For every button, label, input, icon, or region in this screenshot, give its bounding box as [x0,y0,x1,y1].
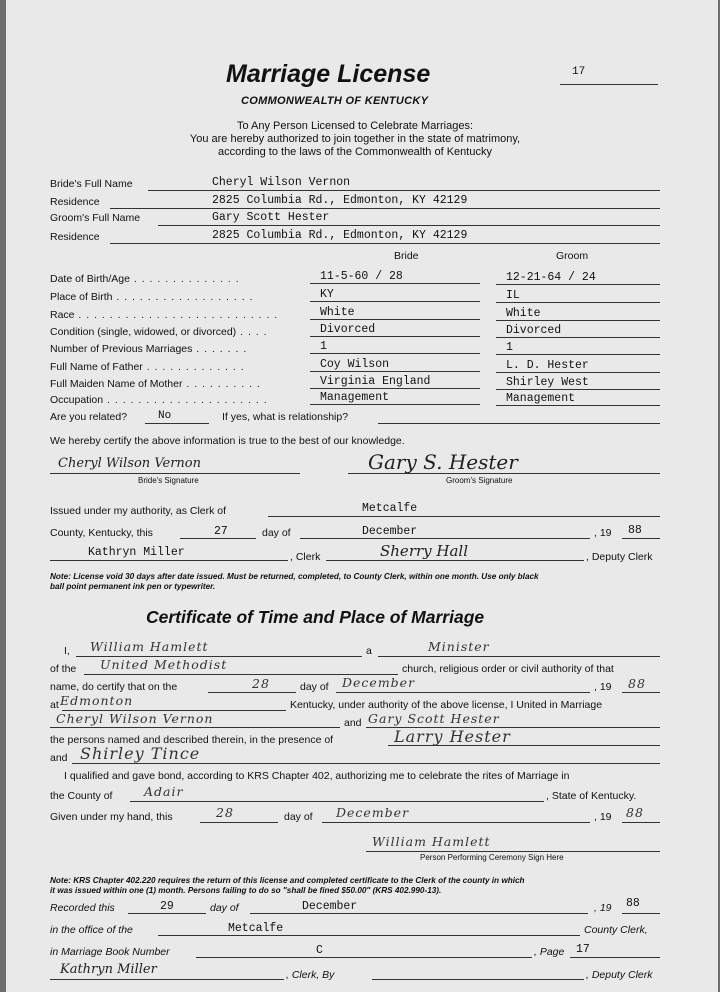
detail-row-label-text: Place of Birth [50,291,113,303]
cert-given-year: 88 [626,805,644,820]
page-line [570,957,660,958]
detail-row-groom-value: 12-21-64 / 24 [506,271,596,284]
office-label: in the office of the [50,924,133,936]
recorded-month: December [302,900,358,913]
detail-row-label-text: Race [50,309,75,321]
license-title: Marriage License [226,60,431,88]
detail-row-groom-line [496,354,660,355]
clerk-line [50,560,288,561]
certify-text: We hereby certify the above information is true to the best of our knowledge. [50,435,405,447]
cert-given-month: December [336,805,410,820]
record-clerk-signature: Kathryn Miller [60,962,157,977]
issued-year-prefix: , 19 [594,527,612,539]
related-value: No [158,410,172,422]
groom-signature-label: Groom's Signature [446,476,513,485]
detail-row-groom-value: Divorced [506,324,562,337]
performer-signature: William Hamlett [372,834,491,849]
clerk-name: Kathryn Miller [88,546,185,559]
detail-row-label-text: Date of Birth/Age [50,273,130,285]
detail-row-dots: . . . . . . . . . . . . . [142,361,245,373]
cert-given-month-line [322,822,590,823]
cert-note-line-1: Note: KRS Chapter 402.220 requires the return of this license and completed certificate to the Clerk of the county in which [50,876,525,885]
detail-row-bride-value: White [320,306,355,319]
cert-at-label: at [50,699,59,711]
cert-year-prefix: , 19 [594,681,612,693]
license-note-line-1: Note: License void 30 days after date issued. Must be returned, completed, to County Clerk, within one month. Use only black [50,572,539,581]
detail-row-label-text: Full Maiden Name of Mother [50,378,183,390]
detail-row-groom-value: White [506,307,541,320]
issued-year: 88 [628,524,642,537]
issued-county-line [268,516,660,517]
groom-residence-value: 2825 Columbia Rd., Edmonton, KY 42129 [212,229,468,242]
cert-day-line [208,692,296,693]
recorded-day-line [128,913,206,914]
detail-row-dots: . . . . . . . [192,343,248,355]
detail-row-label [50,394,268,406]
column-groom: Groom [556,250,589,262]
detail-row-bride-line [310,404,480,405]
detail-row-label [50,361,245,373]
groom-name-line [158,225,660,226]
cert-given-day-of: day of [284,811,313,823]
book-number: C [316,944,323,957]
cert-given-label: Given under my hand, this [50,811,173,823]
detail-row-bride-line [310,371,480,372]
detail-row-bride-line [310,388,480,389]
deputy-line [326,560,584,561]
recorded-day: 29 [160,900,174,913]
detail-row-groom-line [496,405,660,406]
deputy-signature: Sherry Hall [380,542,469,560]
officiant-title-line [378,656,660,657]
groom-name-value: Gary Scott Hester [212,211,330,224]
cert-witness-1: Larry Hester [394,727,511,746]
detail-row-label [50,309,278,321]
cert-persons-text: the persons named and described therein, in the presence of [50,734,334,746]
detail-row-bride-line [310,353,480,354]
bride-residence-value: 2825 Columbia Rd., Edmonton, KY 42129 [212,194,468,207]
relationship-label: If yes, what is relationship? [222,411,349,423]
cert-of-the-label: of the [50,663,77,675]
record-clerk-line [50,979,284,980]
detail-row-label-text: Full Name of Father [50,361,143,373]
record-deputy-label: , Deputy Clerk [586,969,653,981]
detail-row-groom-line [496,284,660,285]
bride-signature: Cheryl Wilson Vernon [58,456,201,471]
cert-kentucky-text: Kentucky, under authority of the above license, I United in Marriage [290,699,603,711]
license-number: 17 [572,66,586,78]
cert-bride: Cheryl Wilson Vernon [56,711,214,726]
detail-row-dots: . . . . . . . . . . . . . . . . . . . . . . . . . . [74,309,279,321]
cert-place: Edmonton [60,693,134,708]
detail-row-label [50,343,247,355]
deputy-label: , Deputy Clerk [586,551,653,563]
license-intro [145,120,565,159]
detail-row-groom-value: IL [506,289,520,302]
issued-day-line [180,538,256,539]
detail-row-dots: . . . . . . . . . . . . . . . . . . . . . [103,394,268,406]
issued-label: Issued under my authority, as Clerk of [50,505,227,517]
detail-row-bride-value: Management [320,391,390,404]
book-line [196,957,532,958]
certificate-title: Certificate of Time and Place of Marriage [146,607,485,627]
detail-row-bride-value: 1 [320,340,327,353]
detail-row-bride-line [310,283,480,284]
bride-name-label: Bride's Full Name [50,178,133,190]
detail-row-groom-value: Management [506,392,576,405]
detail-row-groom-line [496,372,660,373]
license-note-line-2: ball point permanent ink pen or typewriter. [50,582,216,591]
clerk-by-label: , Clerk, By [286,969,335,981]
cert-certify-label: name, do certify that on the [50,681,178,693]
cert-i-label: I, [64,645,70,657]
detail-row-label [50,273,240,285]
cert-bride-line [50,727,340,728]
cert-month-line [336,692,590,693]
intro-line-3: according to the laws of the Commonwealth of Kentucky [218,146,492,158]
clerk-label: , Clerk [290,551,321,563]
column-bride: Bride [394,250,419,262]
cert-a-label: a [366,645,372,657]
detail-row-dots: . . . . . . . . . . . . . . [129,273,240,285]
county-label: County, Kentucky, this [50,527,153,539]
cert-year-line [622,692,660,693]
license-note [50,572,539,592]
groom-signature-line [348,473,660,474]
page-label: , Page [534,946,565,958]
recorded-day-of: day of [210,902,239,914]
intro-line-2: You are hereby authorized to join together in the state of matrimony, [189,133,521,145]
detail-row-label [50,378,261,390]
license-subtitle: COMMONWEALTH OF KENTUCKY [241,95,429,107]
officiant-name: William Hamlett [90,639,209,654]
record-deputy-line [372,979,584,980]
detail-row-label-text: Number of Previous Marriages [50,343,193,355]
cert-note-line-2: it was issued within one (1) month. Persons failing to do so "shall be fined $50.00" (KRS 402.990-13). [50,886,442,895]
detail-row-groom-line [496,337,660,338]
page-number: 17 [576,943,590,956]
cert-given-year-line [622,822,660,823]
recorded-month-line [250,913,588,914]
cert-and-label: and [344,717,362,729]
cert-witness-2: Shirley Tince [80,744,201,763]
bride-signature-label: Bride's Signature [138,476,199,485]
cert-witness-2-line [72,763,660,764]
performer-line [366,851,660,852]
church-suffix: church, religious order or civil authority of that [402,663,614,675]
officiant-title: Minister [428,639,490,654]
detail-row-dots: . . . . [236,326,268,338]
detail-row-bride-line [310,336,480,337]
detail-row-label [50,291,253,303]
detail-row-bride-value: Coy Wilson [320,358,390,371]
cert-and2-label: and [50,752,68,764]
cert-day: 28 [252,676,270,691]
cert-county-of-label: the County of [50,790,113,802]
issued-day-of-label: day of [262,527,291,539]
cert-bond-text: I qualified and gave bond, according to KRS Chapter 402, authorizing me to celebrate the rites of Marriage in [64,770,570,782]
recorded-year: 88 [626,897,640,910]
recorded-label: Recorded this [50,902,115,914]
detail-row-label-text: Condition (single, widowed, or divorced) [50,326,237,338]
cert-given-day-line [200,822,278,823]
license-number-line [560,84,658,85]
detail-row-dots: . . . . . . . . . . [182,378,261,390]
office-county-line [158,935,580,936]
cert-groom: Gary Scott Hester [368,711,500,726]
bride-residence-line [110,208,660,209]
bride-signature-line [50,473,300,474]
cert-year: 88 [628,676,646,691]
issued-county: Metcalfe [362,502,418,515]
county-clerk-label: County Clerk, [584,924,648,936]
cert-given-day: 28 [216,805,234,820]
detail-row-dots: . . . . . . . . . . . . . . . . . . [112,291,254,303]
issued-year-line [622,538,660,539]
cert-given-year-prefix: , 19 [594,811,612,823]
cert-witness-1-line [388,745,660,746]
groom-residence-line [110,243,660,244]
intro-line-1: To Any Person Licensed to Celebrate Marriages: [236,120,474,132]
groom-name-label: Groom's Full Name [50,212,141,224]
detail-row-bride-line [310,301,480,302]
church-name: United Methodist [100,657,228,672]
cert-month: December [342,675,416,690]
cert-day-of-label: day of [300,681,329,693]
bride-residence-label: Residence [50,196,100,208]
detail-row-groom-value: 1 [506,341,513,354]
office-county: Metcalfe [228,922,284,935]
recorded-year-prefix: , 19 [594,902,612,914]
recorded-year-line [622,913,660,914]
issued-month-line [300,538,590,539]
bride-name-line [148,190,660,191]
detail-row-label-text: Occupation [50,394,104,406]
performer-label: Person Performing Ceremony Sign Here [420,853,564,862]
detail-row-groom-line [496,320,660,321]
detail-row-label [50,326,268,338]
cert-county-line [130,801,544,802]
related-label: Are you related? [50,411,128,423]
detail-row-bride-value: KY [320,288,334,301]
bride-name-value: Cheryl Wilson Vernon [212,176,351,189]
related-line [145,423,209,424]
detail-row-bride-value: Virginia England [320,375,431,388]
detail-row-groom-line [496,389,660,390]
issued-month: December [362,525,418,538]
detail-row-groom-line [496,302,660,303]
cert-note [50,876,525,896]
relationship-line [378,423,660,424]
issued-day: 27 [214,525,228,538]
detail-row-groom-value: Shirley West [506,376,589,389]
detail-row-bride-value: Divorced [320,323,376,336]
cert-county: Adair [144,784,184,799]
groom-signature: Gary S. Hester [368,450,518,474]
groom-residence-label: Residence [50,231,100,243]
cert-state-label: , State of Kentucky. [546,790,637,802]
detail-row-groom-value: L. D. Hester [506,359,589,372]
detail-row-bride-value: 11-5-60 / 28 [320,270,403,283]
detail-row-bride-line [310,319,480,320]
book-label: in Marriage Book Number [50,946,170,958]
